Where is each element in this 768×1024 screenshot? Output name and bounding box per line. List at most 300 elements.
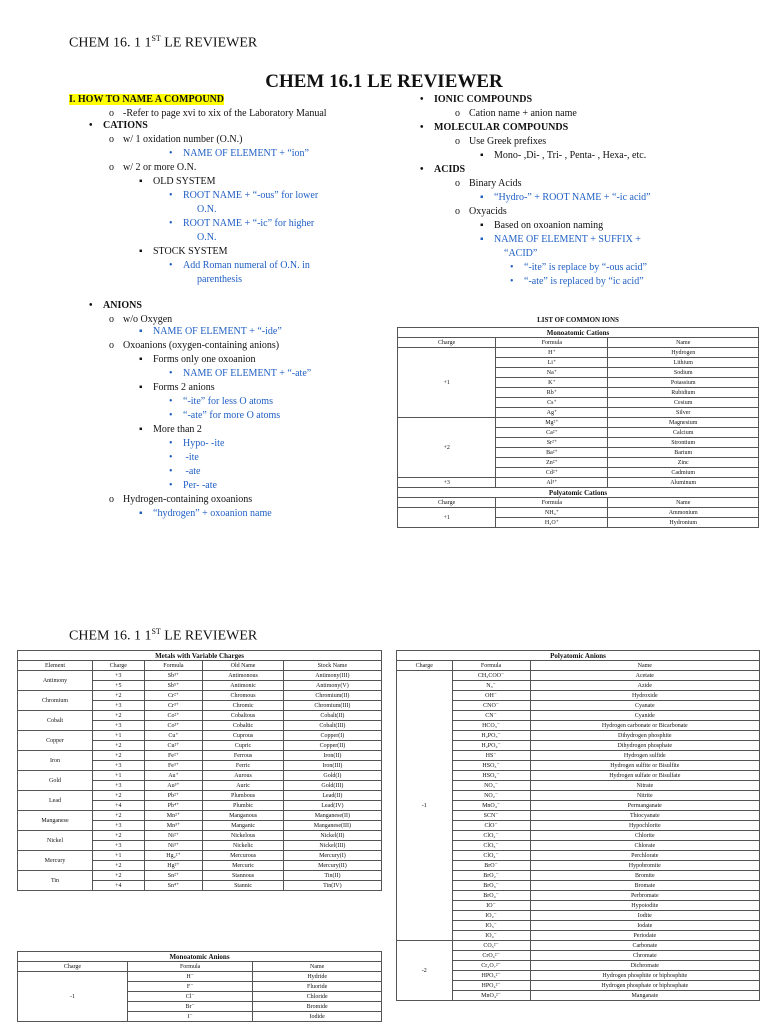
table-cell: IO₂⁻ [452, 911, 530, 921]
outline-text: ANIONS [103, 300, 142, 311]
table-cell: Cupric [203, 741, 283, 751]
table-cell: Sr²⁺ [496, 438, 608, 448]
table-cell: HPO₃²⁻ [452, 971, 530, 981]
outline-item [139, 326, 282, 338]
table-cell: Cu²⁺ [144, 741, 203, 751]
outline-item [455, 206, 507, 218]
table-cell: Sb³⁺ [144, 671, 203, 681]
outline-item [420, 94, 532, 106]
table-row [18, 791, 382, 801]
table-cell: Acetate [530, 671, 759, 681]
bullet-marker: ▪ [139, 354, 143, 365]
table-cell: Stock Name [283, 661, 381, 671]
bullet-marker: o [109, 162, 114, 173]
section-heading: I. HOW TO NAME A COMPOUND [69, 94, 225, 105]
table-cell: Nitrite [530, 791, 759, 801]
table-cell: Hypoiodite [530, 901, 759, 911]
table-cell: +2 [93, 741, 145, 751]
table-cell: Hg²⁺ [144, 861, 203, 871]
header-row [398, 498, 759, 508]
bullet-marker: ▪ [480, 220, 484, 231]
outline-text: NAME OF ELEMENT + “-ide” [153, 326, 282, 337]
outline-item [510, 276, 644, 288]
table-cell: Nitrate [530, 781, 759, 791]
table-cell: Zn²⁺ [496, 458, 608, 468]
table-cell: H⁻ [127, 972, 252, 982]
outline-text: MOLECULAR COMPOUNDS [434, 122, 569, 133]
table-cell: Copper(II) [283, 741, 381, 751]
bullet-marker: • [169, 218, 173, 229]
table-cell: SCN⁻ [452, 811, 530, 821]
outline-item [139, 424, 202, 436]
table-cell: Bromate [530, 881, 759, 891]
outline-item [455, 136, 546, 148]
bullet-marker: • [169, 368, 173, 379]
table-cell: Formula [144, 661, 203, 671]
table-cell: Co²⁺ [144, 711, 203, 721]
table-cell: H₂PO₃⁻ [452, 731, 530, 741]
table-cell: +3 [93, 821, 145, 831]
table-cell: Cs⁺ [496, 398, 608, 408]
outline-text: w/ 1 oxidation number (O.N.) [123, 134, 243, 145]
table-cell: Li⁺ [496, 358, 608, 368]
outline-text: Cation name + anion name [469, 108, 577, 119]
table-row [398, 508, 759, 518]
bullet-marker: • [510, 276, 514, 287]
bullet-marker: ▪ [139, 508, 143, 519]
table-cell: Tin(IV) [283, 881, 381, 891]
outline-item [169, 368, 311, 380]
table-cell: Chlorite [530, 831, 759, 841]
bullet-marker: • [169, 396, 173, 407]
table-cell: Ferric [203, 761, 283, 771]
table-cell: Iodite [530, 911, 759, 921]
table-cell: Iron(III) [283, 761, 381, 771]
outline-item [169, 190, 318, 202]
table-cell: +2 [93, 791, 145, 801]
table-row [397, 941, 760, 951]
ions-list-title: LIST OF COMMON IONS [537, 316, 619, 324]
table-cell: +3 [93, 671, 145, 681]
table-cell: Dihydrogen phosphate [530, 741, 759, 751]
table-cell: +5 [93, 681, 145, 691]
table-cell: Chromium [18, 691, 93, 711]
table-cell: ClO₃⁻ [452, 841, 530, 851]
header-row [397, 661, 760, 671]
bullet-marker: • [169, 410, 173, 421]
table-cell: Antimony [18, 671, 93, 691]
table-cell: Ag⁺ [496, 408, 608, 418]
table-cell: Bromide [253, 1002, 382, 1012]
table-cell: Dichromate [530, 961, 759, 971]
table-row [18, 771, 382, 781]
table-cell: Element [18, 661, 93, 671]
table-cell: +2 [93, 751, 145, 761]
outline-text: Oxyacids [469, 206, 507, 217]
table-cell: Lead [18, 791, 93, 811]
table-cell: +2 [93, 861, 145, 871]
table-row [398, 478, 759, 488]
table-cell: Ferrous [203, 751, 283, 761]
table-cell: Nickel(II) [283, 831, 381, 841]
table-cell: +2 [93, 691, 145, 701]
table-cell: Charge [93, 661, 145, 671]
outline-text: “ACID” [504, 248, 538, 259]
table-cell: F⁻ [127, 982, 252, 992]
table-cell: Fe³⁺ [144, 761, 203, 771]
table-cell: Pb⁴⁺ [144, 801, 203, 811]
table-cell: Cr³⁺ [144, 701, 203, 711]
table-cell: Charge [398, 498, 496, 508]
bullet-marker: ▪ [139, 382, 143, 393]
table-cell: Name [608, 338, 759, 348]
table-cell: Hydrogen [608, 348, 759, 358]
table-cell: Tin(II) [283, 871, 381, 881]
outline-item [169, 452, 199, 464]
table-cell: Manganic [203, 821, 283, 831]
table-cell: Au³⁺ [144, 781, 203, 791]
caption-row [18, 952, 382, 962]
table-cell: Ni²⁺ [144, 831, 203, 841]
table-cell: +3 [93, 761, 145, 771]
outline-item [420, 122, 568, 134]
outline-text: w/o Oxygen [123, 314, 173, 325]
bullet-marker: ▪ [480, 150, 484, 161]
outline-item [139, 354, 256, 366]
bullet-marker: o [455, 178, 460, 189]
table-cell: CN⁻ [452, 711, 530, 721]
table-cell: BrO₄⁻ [452, 891, 530, 901]
table-cell: Azide [530, 681, 759, 691]
bullet-marker: o [455, 108, 460, 119]
table-cell: I⁻ [127, 1012, 252, 1022]
table-row [18, 972, 382, 982]
table-cell: Stannic [203, 881, 283, 891]
table-cell: H₃O⁺ [496, 518, 608, 528]
table-cell: Dihydrogen phosphite [530, 731, 759, 741]
outline-item [480, 192, 651, 204]
table-row [18, 751, 382, 761]
table-cell: IO₄⁻ [452, 931, 530, 941]
caption-row [397, 651, 760, 661]
table-cell: +1 [93, 851, 145, 861]
bullet-marker: o [455, 136, 460, 147]
table-cell: Hydride [253, 972, 382, 982]
table-cell: Cr₂O₇²⁻ [452, 961, 530, 971]
outline-text: Oxoanions (oxygen-containing anions) [123, 340, 280, 351]
table-cell: ClO₂⁻ [452, 831, 530, 841]
table-cell: Manganate [530, 991, 759, 1001]
table-cell: Formula [496, 498, 608, 508]
bullet-marker: • [169, 190, 173, 201]
table-cell: HS⁻ [452, 751, 530, 761]
table-row [18, 711, 382, 721]
outline-text: ACIDS [434, 164, 466, 175]
outline-text: ROOT NAME + “-ic” for higher [183, 218, 315, 229]
table-cell: BrO⁻ [452, 861, 530, 871]
bullet-marker: • [169, 438, 173, 449]
outline-text: IONIC COMPOUNDS [434, 94, 533, 105]
table-cell: +2 [93, 871, 145, 881]
bullet-marker: ▪ [480, 234, 484, 245]
table-cell: Charge [398, 338, 496, 348]
outline-text: “hydrogen” + oxoanion name [153, 508, 272, 519]
table-cell: Cobalt(III) [283, 721, 381, 731]
table-cell: Cobalt [18, 711, 93, 731]
table-cell: Metals with Variable Charges [18, 651, 382, 661]
table-row [18, 691, 382, 701]
bullet-marker: ▪ [139, 176, 143, 187]
table-cell: Plumbous [203, 791, 283, 801]
bullet-marker: • [169, 260, 173, 271]
table-cell: CH₃COO⁻ [452, 671, 530, 681]
outline-item [183, 204, 216, 216]
table-cell: H₂PO₄⁻ [452, 741, 530, 751]
table-cell: Pb²⁺ [144, 791, 203, 801]
table-cell: Polyatomic Cations [398, 488, 759, 498]
bullet-marker: o [109, 314, 114, 325]
table-row [18, 831, 382, 841]
outline-item [169, 148, 309, 160]
table-cell: Mg²⁺ [496, 418, 608, 428]
outline-text: NAME OF ELEMENT + “ion” [183, 148, 309, 159]
table-cell: Polyatomic Anions [397, 651, 760, 661]
table-cell: Formula [496, 338, 608, 348]
outline-text: “-ite” for less O atoms [183, 396, 273, 407]
table-row [18, 671, 382, 681]
outline-text: parenthesis [197, 274, 242, 285]
table-cell: Mn²⁺ [144, 811, 203, 821]
table-cell: Mercury(II) [283, 861, 381, 871]
table-cell: OH⁻ [452, 691, 530, 701]
table-cell: Manganese [18, 811, 93, 831]
table-cell: Thiocyanate [530, 811, 759, 821]
table-cell: Hypochlorite [530, 821, 759, 831]
table-cell: Cl⁻ [127, 992, 252, 1002]
table-cell: Hg₂²⁺ [144, 851, 203, 861]
table-cell: H⁺ [496, 348, 608, 358]
table-cell: Chlorate [530, 841, 759, 851]
outline-item [109, 314, 172, 326]
outline-item [139, 246, 228, 258]
table-cell: Chloride [253, 992, 382, 1002]
table-row [398, 418, 759, 428]
table-cell: Hydronium [608, 518, 759, 528]
page2-header: CHEM 16. 1 1ST LE REVIEWER [69, 627, 258, 644]
cations-table [397, 327, 759, 528]
outline-text: Mono- ,Di- , Tri- , Penta- , Hexa-, etc. [494, 150, 647, 161]
outline-text: Forms 2 anions [153, 382, 215, 393]
table-cell: HSO₃⁻ [452, 761, 530, 771]
table-cell: Name [608, 498, 759, 508]
bullet-marker: • [420, 122, 424, 133]
outline-text: -ate [183, 466, 201, 477]
outline-text: CATIONS [103, 120, 148, 131]
outline-text: w/ 2 or more O.N. [123, 162, 197, 173]
table-cell: +1 [398, 348, 496, 418]
table-cell: Old Name [203, 661, 283, 671]
table-cell: Chromate [530, 951, 759, 961]
outline-item [139, 176, 216, 188]
table-row [397, 671, 760, 681]
table-row [398, 348, 759, 358]
outline-item [109, 340, 279, 352]
table-cell: Cesium [608, 398, 759, 408]
outline-item [169, 396, 273, 408]
table-cell: Manganese(III) [283, 821, 381, 831]
table-cell: Cobalt(II) [283, 711, 381, 721]
table-cell: CO₃²⁻ [452, 941, 530, 951]
table-cell: Cr²⁺ [144, 691, 203, 701]
page-header: CHEM 16. 1 1ST LE REVIEWER [69, 34, 258, 51]
bullet-marker: • [420, 94, 424, 105]
table-cell: Carbonate [530, 941, 759, 951]
outline-item [139, 382, 215, 394]
table-cell: Gold(I) [283, 771, 381, 781]
outline-item [109, 494, 252, 506]
table-cell: Nickelic [203, 841, 283, 851]
bullet-marker: ▪ [480, 192, 484, 203]
table-cell: Ba²⁺ [496, 448, 608, 458]
outline-item [139, 508, 272, 520]
table-cell: Auric [203, 781, 283, 791]
bullet-marker: • [169, 466, 173, 477]
table-cell: Gold(III) [283, 781, 381, 791]
caption-row [18, 651, 382, 661]
outline-text: Hypo- -ite [183, 438, 225, 449]
outline-text: Based on oxoanion naming [494, 220, 604, 231]
table-cell: Sb⁵⁺ [144, 681, 203, 691]
table-cell: Mercurous [203, 851, 283, 861]
outline-text: NAME OF ELEMENT + SUFFIX + [494, 234, 641, 245]
table-cell: Co³⁺ [144, 721, 203, 731]
bullet-marker: • [169, 480, 173, 491]
outline-text: -ite [183, 452, 199, 463]
table-cell: HPO₄²⁻ [452, 981, 530, 991]
table-cell: Plumbic [203, 801, 283, 811]
header-row [398, 338, 759, 348]
table-cell: Br⁻ [127, 1002, 252, 1012]
outline-item [109, 162, 196, 174]
table-cell: Perbromate [530, 891, 759, 901]
outline-item [455, 178, 522, 190]
table-cell: Aurous [203, 771, 283, 781]
metals-table [17, 650, 382, 891]
outline-item [455, 108, 577, 120]
outline-item [480, 234, 641, 246]
table-cell: Chromium(II) [283, 691, 381, 701]
table-cell: Monoatomic Anions [18, 952, 382, 962]
table-cell: +2 [93, 831, 145, 841]
table-cell: HCO₃⁻ [452, 721, 530, 731]
bullet-marker: ▪ [139, 326, 143, 337]
table-cell: Nickel [18, 831, 93, 851]
table-cell: +2 [398, 418, 496, 478]
table-cell: Chromium(III) [283, 701, 381, 711]
table-cell: Cobaltic [203, 721, 283, 731]
monoatomic-anions-table [17, 951, 382, 1022]
table-cell: Mercury [18, 851, 93, 871]
table-cell: Copper [18, 731, 93, 751]
table-cell: +3 [93, 841, 145, 851]
table-cell: +4 [93, 801, 145, 811]
outline-item [169, 218, 314, 230]
table-cell: Sn⁴⁺ [144, 881, 203, 891]
bullet-marker: o [109, 494, 114, 505]
table-cell: CrO₄²⁻ [452, 951, 530, 961]
table-cell: Antimony(V) [283, 681, 381, 691]
table-cell: Cuprous [203, 731, 283, 741]
table-cell: IO⁻ [452, 901, 530, 911]
table-cell: Cu⁺ [144, 731, 203, 741]
bullet-marker: o [109, 108, 114, 119]
table-cell: +4 [93, 881, 145, 891]
bullet-marker: ▪ [139, 424, 143, 435]
table-cell: Mercury(I) [283, 851, 381, 861]
outline-text: OLD SYSTEM [153, 176, 216, 187]
table-cell: +3 [398, 478, 496, 488]
table-cell: Zinc [608, 458, 759, 468]
table-cell: Strontium [608, 438, 759, 448]
table-cell: Calcium [608, 428, 759, 438]
table-cell: Bromite [530, 871, 759, 881]
outline-text: “-ite” is replace by “-ous acid” [524, 262, 647, 273]
table-cell: Sn²⁺ [144, 871, 203, 881]
table-cell: +2 [93, 711, 145, 721]
table-cell: Gold [18, 771, 93, 791]
table-cell: Charge [397, 661, 453, 671]
table-cell: Iodate [530, 921, 759, 931]
table-cell: Perchlorate [530, 851, 759, 861]
table-cell: +1 [398, 508, 496, 528]
table-cell: Hydrogen sulfide [530, 751, 759, 761]
header-row [18, 661, 382, 671]
outline-item [169, 260, 310, 272]
bullet-marker: • [89, 300, 93, 311]
outline-item [420, 164, 465, 176]
table-cell: Manganese(II) [283, 811, 381, 821]
bullet-marker: o [109, 134, 114, 145]
table-cell: Mercuric [203, 861, 283, 871]
outline-text: “-ate” is replaced by “ic acid” [524, 276, 644, 287]
bullet-marker: • [169, 452, 173, 463]
caption-row [398, 328, 759, 338]
table-cell: Chromous [203, 691, 283, 701]
table-row [18, 731, 382, 741]
table-cell: Tin [18, 871, 93, 891]
table-cell: MnO₄⁻ [452, 801, 530, 811]
outline-item [169, 410, 280, 422]
table-cell: Hydrogen sulfite or Bisulfite [530, 761, 759, 771]
outline-text: NAME OF ELEMENT + “-ate” [183, 368, 312, 379]
outline-item [89, 120, 148, 132]
outline-item [109, 108, 327, 120]
bullet-marker: o [455, 206, 460, 217]
table-cell: Cadmium [608, 468, 759, 478]
table-cell: Antimony(III) [283, 671, 381, 681]
table-cell: Fe²⁺ [144, 751, 203, 761]
table-cell: Chromic [203, 701, 283, 711]
outline-item [480, 220, 603, 232]
outline-item [510, 262, 647, 274]
outline-item [480, 150, 646, 162]
table-cell: +3 [93, 721, 145, 731]
outline-text: “-ate” for more O atoms [183, 410, 281, 421]
outline-text: Forms only one oxoanion [153, 354, 256, 365]
table-cell: -1 [397, 671, 453, 941]
bullet-marker: • [510, 262, 514, 273]
bullet-marker: • [169, 148, 173, 159]
